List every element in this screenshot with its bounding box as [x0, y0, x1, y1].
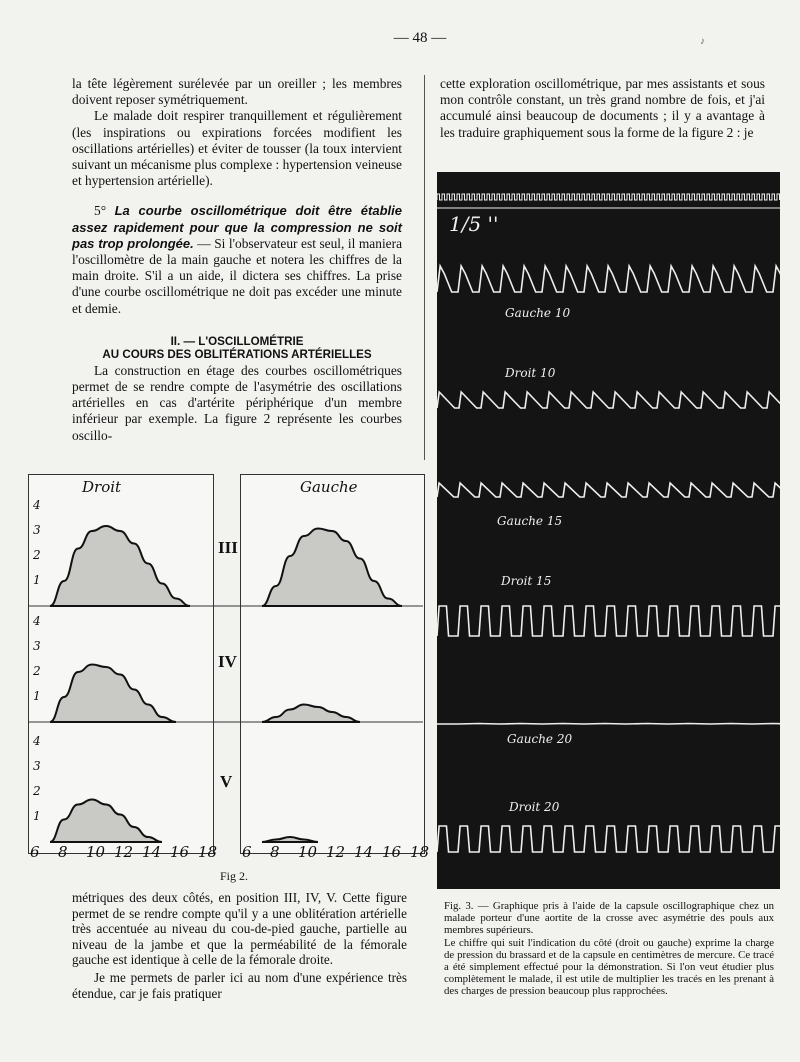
figure-3-caption-p1: Fig. 3. — Graphique pris à l'aide de la capsule oscillographique chez un malade porteur d'une aortite de la crosse avec asymétrie des pouls aux membres supérieurs.: [444, 900, 774, 937]
emphasis-text: La courbe oscillométrique doit être établie assez rapidement pour que la compression ne soit pas trop prolongée.: [72, 203, 402, 251]
trace-label-droit-20: Droit 20: [509, 800, 560, 814]
curve-gauche-IV: [262, 705, 360, 723]
y-tick-label: 4: [33, 498, 41, 512]
right-paragraph-1: cette exploration oscillométrique, par mes assistants et sous mon contrôle constant, un très grand nombre de fois, et j'ai accumulé ainsi beaucoup de documents ; il y a avantage à les traduire graphiquement sous la forme de la figure 2 : je: [440, 76, 765, 140]
item-number: 5°: [94, 203, 107, 219]
curve-gauche-V: [262, 837, 318, 842]
left-paragraph-1: la tête légèrement surélevée par un oreiller ; les membres doivent reposer symétriquement.: [72, 76, 402, 108]
x-tick-label: 8: [270, 843, 280, 861]
y-tick-label: 3: [33, 523, 41, 537]
time-marker-trace: [437, 194, 780, 200]
bottom-left-paragraph-1: métriques des deux côtés, en position III, IV, V. Cette figure permet de se rendre compte qu'il y a une oblitération artérielle très accentuée au niveau du cou-de-pied gauche, partielle au niveau de la jambe et que la perméabilité de la fémorale gauche est identique à celle de la fémorale droite.: [72, 890, 407, 968]
trace-label-droit-15: Droit 15: [501, 574, 552, 588]
figure-3-caption: [444, 900, 774, 998]
x-tick-label: 12: [114, 843, 134, 861]
x-tick-label: 10: [86, 843, 106, 861]
x-tick-label: 8: [58, 843, 68, 861]
trace-gauche-15: [437, 483, 780, 497]
left-paragraph-2: Le malade doit respirer tranquillement et régulièrement (les inspirations ou expirations forcées modifient les oscillations artérielles) et éviter de tousser (la toux intervient suivant un mécanisme plus complexe : hypertension veineuse et hypertension artérielle).: [72, 108, 402, 189]
trace-droit-20: [437, 826, 780, 852]
paragraph-3-rest: — Si l'observateur est seul, il maniera l'oscillomètre de la main gauche et notera les chiffres de la main droite. S'il a un aide, il dictera ses chiffres. La prise d'une courbe oscillométrique ne doit pas excéder une minute et demie.: [72, 235, 403, 316]
y-tick-label: 1: [33, 573, 41, 587]
trace-label-gauche-15: Gauche 15: [497, 514, 563, 528]
bottom-left-paragraph-2: Je me permets de parler ici au nom d'une expérience très étendue, car je fais pratiquer: [72, 969, 407, 1001]
curve-gauche-III: [262, 529, 402, 607]
x-tick-label: 14: [142, 843, 162, 861]
y-tick-label: 4: [33, 614, 41, 628]
trace-label-droit-10: Droit 10: [505, 366, 556, 380]
trace-label-gauche-20: Gauche 20: [507, 732, 573, 746]
y-tick-label: 1: [33, 689, 41, 703]
curve-droit-III: [50, 526, 190, 606]
section-heading-line-2: AU COURS DES OBLITÉRATIONS ARTÉRIELLES: [102, 347, 372, 361]
y-tick-label: 3: [33, 759, 41, 773]
figure-2-curves: [0, 0, 440, 880]
figure-3-caption-p2: Le chiffre qui suit l'indication du côté (droit ou gauche) exprime la charge de pression du brassard et de la capsule en centimètres de mercure. Ce tracé a été simplement effectué pour la démonstration. Si l'on veut étudier plus complètement le malade, il est utile de multiplier les tracés en les prenant à des charges de pression beaucoup plus rapprochées.: [444, 936, 774, 998]
x-tick-label: 10: [298, 843, 318, 861]
trace-droit-10: [437, 392, 780, 408]
x-tick-label: 6: [242, 843, 252, 861]
trace-gauche-10: [437, 266, 780, 292]
figure-3-scale-label: 1/5 '': [449, 212, 499, 236]
page-number: — 48 —: [393, 30, 447, 46]
trace-gauche-20: [437, 724, 780, 725]
figure-3-photo: [437, 172, 780, 889]
x-tick-label: 18: [198, 843, 218, 861]
right-column: [440, 76, 765, 141]
trace-label-gauche-10: Gauche 10: [505, 306, 571, 320]
corner-mark: ♪: [700, 36, 705, 47]
y-tick-label: 4: [33, 734, 41, 748]
curve-droit-V: [50, 800, 162, 843]
y-tick-label: 3: [33, 639, 41, 653]
x-tick-label: 6: [30, 843, 40, 861]
y-tick-label: 2: [33, 784, 41, 798]
x-tick-label: 14: [354, 843, 374, 861]
section-heading-line-1: II. — L'OSCILLOMÉTRIE: [170, 334, 304, 348]
position-label-III: III: [218, 538, 238, 557]
curve-droit-IV: [50, 665, 176, 723]
y-tick-label: 2: [33, 548, 41, 562]
left-paragraph-4: La construction en étage des courbes oscillométriques permet de se rendre compte de l'asymétrie des oscillations artérielles en cas d'artérite périphérique d'un membre inférieur par exemple. La figure 2 représente les courbes oscillo-: [72, 362, 402, 443]
x-tick-label: 16: [382, 843, 402, 861]
y-tick-label: 1: [33, 809, 41, 823]
x-tick-label: 16: [170, 843, 190, 861]
position-label-IV: IV: [218, 652, 237, 671]
figure-2-left-title: Droit: [82, 478, 122, 496]
bottom-left-column: [72, 890, 407, 1001]
y-tick-label: 2: [33, 664, 41, 678]
figure-3-traces: [437, 172, 780, 889]
x-tick-label: 18: [410, 843, 430, 861]
position-label-V: V: [220, 772, 233, 791]
figure-2-caption: Fig 2.: [220, 869, 249, 883]
trace-droit-15: [437, 606, 780, 636]
x-tick-label: 12: [326, 843, 346, 861]
figure-2-right-title: Gauche: [300, 478, 358, 496]
